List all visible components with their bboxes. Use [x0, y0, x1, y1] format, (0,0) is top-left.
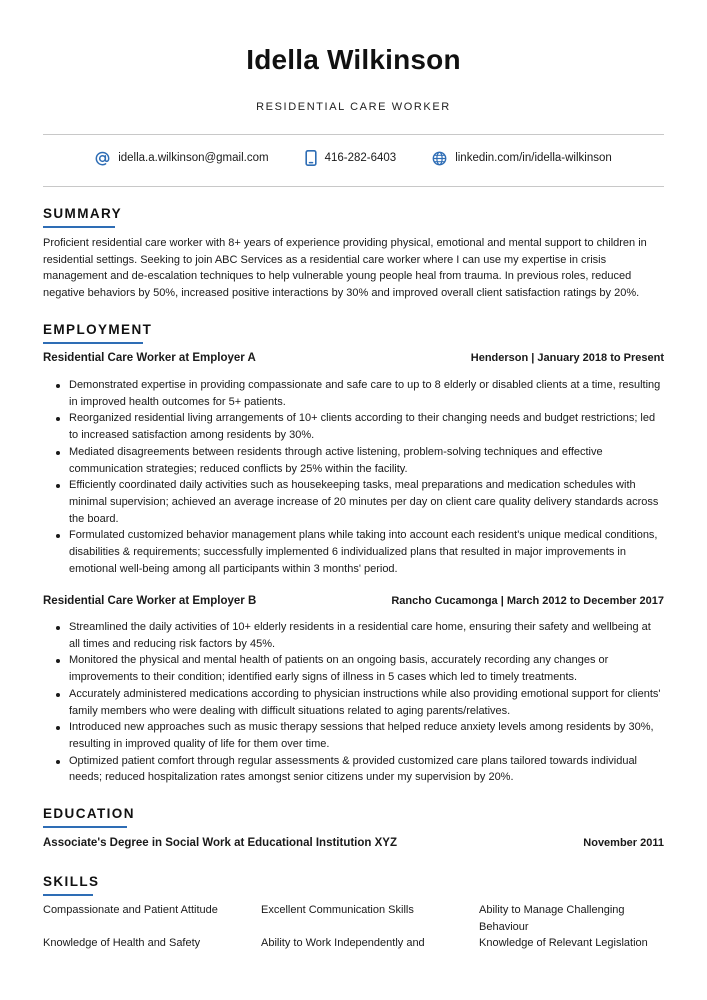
job-title-b: Residential Care Worker at Employer B	[43, 595, 257, 607]
skills-grid	[43, 902, 664, 952]
list-item: Formulated customized behavior management plans while taking into account each resident's unique medical conditions, disabilities & requirements; successfully implemented 6 individualized plans that resulted in major improvements in emotional well-being among all participants within 3 months' period.	[69, 527, 664, 577]
job-meta-b: Rancho Cucamonga | March 2012 to December 2017	[391, 595, 664, 607]
education-underline	[43, 826, 127, 828]
list-item: Demonstrated expertise in providing compassionate and safe care to up to 8 elderly or disabled clients at a time, resulting in improved health outcomes for 5+ patients.	[69, 377, 664, 410]
contact-phone[interactable]	[305, 150, 397, 166]
skills-underline	[43, 894, 93, 896]
job-bullets-a	[43, 377, 664, 577]
summary-heading: SUMMARY	[43, 206, 123, 221]
job-header-a	[43, 352, 664, 364]
contact-linkedin[interactable]	[432, 150, 612, 166]
skill-item: Ability to Manage Challenging Behaviour	[479, 904, 625, 933]
phone-icon	[305, 150, 317, 166]
at-icon	[95, 151, 110, 166]
skill-item: Ability to Work Independently and	[261, 937, 425, 950]
skill-item: Excellent Communication Skills	[261, 904, 414, 916]
skill-item: Knowledge of Relevant Legislation	[479, 937, 648, 950]
job-bullets-b	[43, 619, 664, 786]
summary-text: Proficient residential care worker with 8+ years of experience providing physical, emotional and mental support to children in residential settings. Seeking to join ABC Services as a residential care worker where I can use my expertise in crisis management and de-escalation techniques to help vulnerable young people heal from trauma. In previous roles, reduced negative behaviors by 50%, increased positive interactions by 30% and improved overall client satisfaction ratings by 20%.	[43, 237, 647, 300]
education-heading: EDUCATION	[43, 806, 135, 821]
employment-underline	[43, 342, 143, 344]
linkedin-text: linkedin.com/in/idella-wilkinson	[455, 152, 612, 164]
employment-heading: EMPLOYMENT	[43, 322, 153, 337]
header-divider-bottom	[43, 186, 664, 187]
header-divider-top	[43, 134, 664, 135]
skills-heading: SKILLS	[43, 874, 100, 889]
job-role: RESIDENTIAL CARE WORKER	[256, 101, 451, 113]
list-item: Accurately administered medications according to physician instructions while also providing emotional support for clients' family members who were dealing with difficult situations related to aging parents/relatives.	[69, 686, 664, 719]
degree-title: Associate's Degree in Social Work at Educational Institution XYZ	[43, 837, 397, 849]
email-text: idella.a.wilkinson@gmail.com	[118, 152, 269, 164]
list-item: Streamlined the daily activities of 10+ elderly residents in a residential care home, ensuring their safety and wellbeing at all times and reducing risk factors by 45%.	[69, 619, 664, 652]
education-entry	[43, 837, 664, 849]
degree-date: November 2011	[583, 837, 664, 849]
job-header-b	[43, 595, 664, 607]
job-title-a: Residential Care Worker at Employer A	[43, 352, 256, 364]
list-item: Mediated disagreements between residents through active listening, problem-solving techniques and effective communication strategies; reduced conflicts by 25% within the facility.	[69, 444, 664, 477]
summary-underline	[43, 226, 115, 228]
list-item: Monitored the physical and mental health of patients on an ongoing basis, accurately recording any changes or improvements to their condition; identified early signs of illness in 5 cases which led to timely treatments.	[69, 652, 664, 685]
globe-icon	[432, 151, 447, 166]
skill-item: Knowledge of Health and Safety	[43, 937, 201, 950]
list-item: Reorganized residential living arrangements of 10+ clients according to their changing needs and budget restrictions; led to increased satisfaction among residents by 30%.	[69, 410, 664, 443]
list-item: Optimized patient comfort through regular assessments & provided customized care plans tailored towards individual needs; reduced hospitalization rates amongst senior citizens under my supervision by 20%.	[69, 753, 664, 786]
contact-email[interactable]	[95, 150, 268, 166]
job-meta-a: Henderson | January 2018 to Present	[470, 352, 664, 364]
phone-text: 416-282-6403	[324, 152, 397, 164]
list-item: Introduced new approaches such as music therapy sessions that helped reduce anxiety levels among residents by 30%, resulting in improved quality of life for them over time.	[69, 719, 664, 752]
list-item: Efficiently coordinated daily activities such as housekeeping tasks, meal preparations and medication schedules with minimal supervision; achieved an average increase of 20 minutes per day on client care quality delivery standards across the board.	[69, 477, 664, 527]
skill-item: Compassionate and Patient Attitude	[43, 904, 218, 916]
contact-bar	[43, 150, 664, 166]
candidate-name: Idella Wilkinson	[246, 44, 461, 75]
